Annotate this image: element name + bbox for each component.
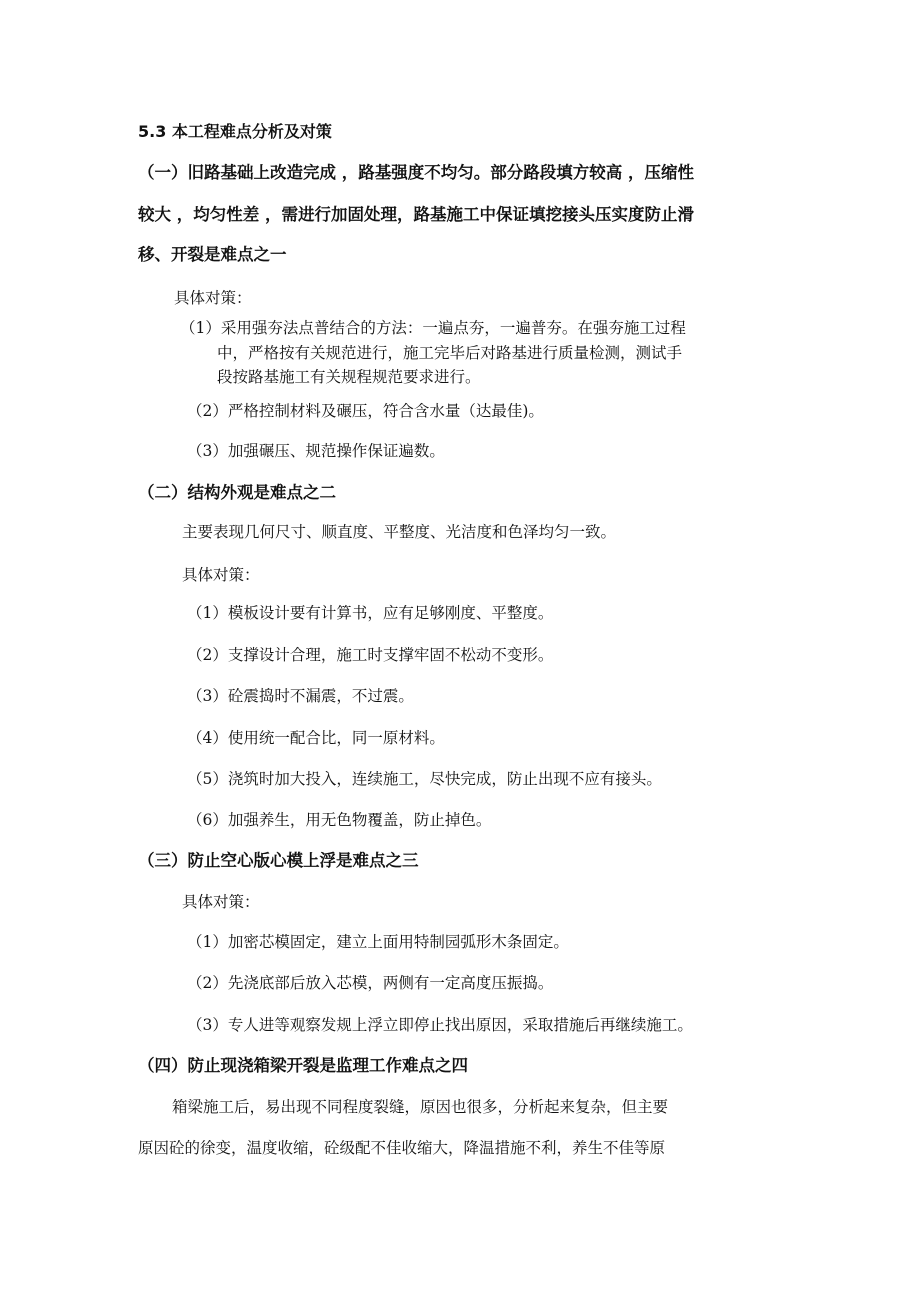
part4-paragraph-line-2: 原因砼的徐变，温度收缩，砼级配不佳收缩大，降温措施不利，养生不佳等原: [138, 1139, 666, 1157]
part1-heading-line-3: 移、开裂是难点之一: [138, 245, 287, 264]
part3-item-2: （2）先浇底部后放入芯模，两侧有一定高度压振捣。: [187, 974, 554, 992]
part3-heading: （三）防止空心版心模上浮是难点之三: [138, 851, 419, 870]
part1-label: 具体对策：: [174, 289, 252, 307]
part3-item-1: （1）加密芯模固定，建立上面用特制园弧形木条固定。: [187, 933, 569, 951]
section-title: 5.3 本工程难点分析及对策: [138, 122, 332, 141]
part2-item-5: （5）浇筑时加大投入，连续施工，尽快完成，防止出现不应有接头。: [187, 770, 662, 788]
part1-item2: （2）严格控制材料及碾压，符合含水量（达最佳)。: [187, 402, 544, 420]
part1-heading-line-1: （一）旧路基础上改造完成 ，路基强度不均匀。部分路段填方较高 ，压缩性: [138, 163, 694, 182]
part2-item-3: （3）砼震捣时不漏震，不过震。: [187, 687, 414, 705]
part4-paragraph-line-1: 箱梁施工后，易出现不同程度裂缝，原因也很多，分析起来复杂，但主要: [172, 1098, 669, 1116]
part2-item-4: （4）使用统一配合比，同一原材料。: [187, 729, 445, 747]
part3-label: 具体对策：: [182, 893, 260, 911]
part1-item1-line-1: （1）采用强夯法点普结合的方法：一遍点夯，一遍普夯。在强夯施工过程: [180, 319, 686, 337]
part3-item-3: （3）专人进等观察发规上浮立即停止找出原因，采取措施后再继续施工。: [187, 1016, 693, 1034]
part2-heading: （二）结构外观是难点之二: [138, 483, 336, 502]
part2-label: 具体对策：: [182, 566, 260, 584]
part1-item1-line-2: 中，严格按有关规范进行，施工完毕后对路基进行质量检测，测试手: [217, 344, 683, 362]
part1-item3: （3）加强碾压、规范操作保证遍数。: [187, 442, 445, 460]
part1-item1-line-3: 段按路基施工有关规程规范要求进行。: [217, 368, 481, 386]
part2-item-2: （2）支撑设计合理，施工时支撑牢固不松动不变形。: [187, 646, 554, 664]
part2-intro: 主要表现几何尺寸、顺直度、平整度、光洁度和色泽均匀一致。: [182, 523, 617, 541]
part2-item-6: （6）加强养生，用无色物覆盖，防止掉色。: [187, 811, 492, 829]
part2-item-1: （1）模板设计要有计算书，应有足够刚度、平整度。: [187, 604, 554, 622]
part1-heading-line-2: 较大 ，均匀性差 ，需进行加固处理，路基施工中保证填挖接头压实度防止滑: [138, 205, 694, 224]
part4-heading: （四）防止现浇箱梁开裂是监理工作难点之四: [138, 1056, 468, 1075]
